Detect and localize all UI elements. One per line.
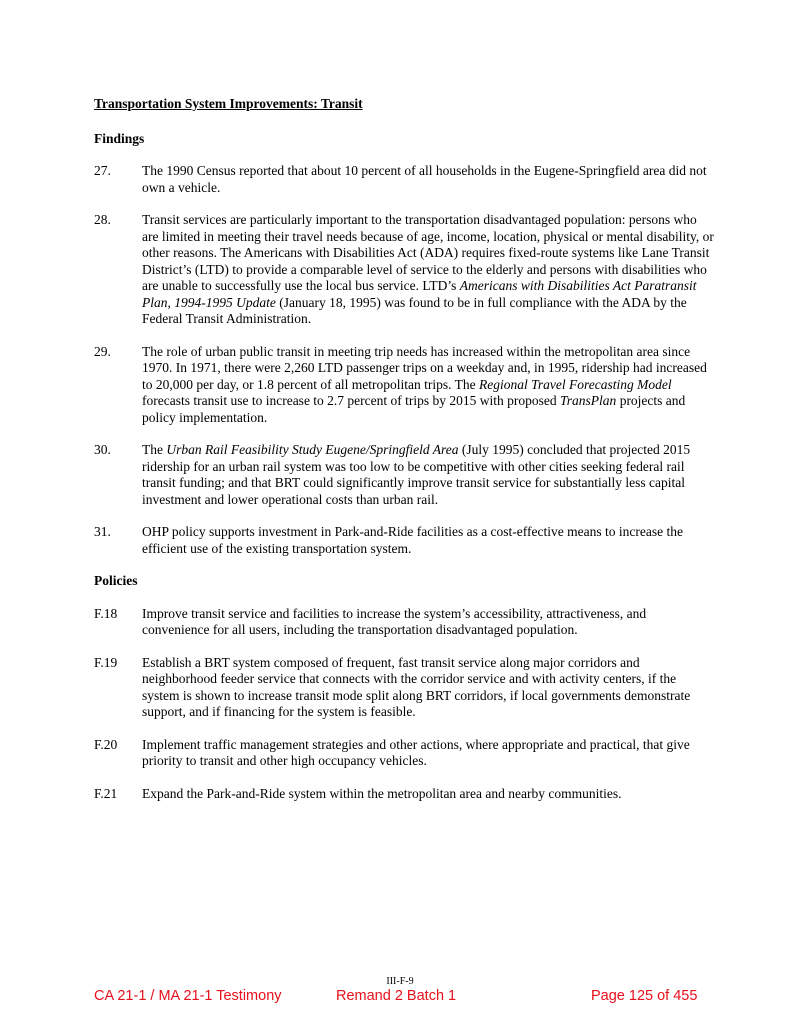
findings-number: 29. [94,343,111,359]
text-segment: Improve transit service and facilities to increase the system’s accessibility, attractiveness, and convenience for all users, including the transportation disadvantaged population. [142,605,647,637]
findings-item [94,524,714,557]
policies-list [94,606,714,803]
policies-heading: Policies [94,573,138,588]
findings-number: 28. [94,212,111,227]
findings-number: 30. [94,442,111,457]
italic-title: Urban Rail Feasibility Study Eugene/Springfield Area [166,442,459,457]
text-segment: Expand the Park-and-Ride system within the metropolitan area and nearby communities. [142,785,622,801]
findings-text [142,442,714,508]
section-title: Transportation System Improvements: Transit [94,96,363,111]
policies-item [94,606,714,639]
text-segment: The 1990 Census reported that about 10 percent of all households in the Eugene-Springfield area did not own a vehicle. [142,163,707,195]
findings-text [142,524,714,557]
text-segment: Implement traffic management strategies and other actions, where appropriate and practical, that give priority to transit and other high occupancy vehicles. [142,736,690,768]
findings-heading: Findings [94,130,145,146]
text-segment: (July 1995) concluded that projected 2015 ridership for an urban rail system was too low to be competitive with other cities seeking federal rail transit funding; and that BRT could significantly improve transit service for substantially less capital investment and lower operational costs than urban rail. [142,442,691,507]
policies-text [142,655,714,721]
policies-number: F.18 [94,605,118,621]
text-segment: Transit services are particularly important to the transportation disadvantaged population: persons who are limited in meeting their travel needs because of age, income, location, physical or mental disability, or other reasons. The Americans with Disabilities Act (ADA) requires fixed-route systems like Lane Transit District’s (LTD) to provide a comparable level of service to the elderly and persons with disabilities who are unable to successfully use the local bus service. LTD’s [142,212,714,293]
footer-batch-label: Remand 2 Batch 1 [336,988,457,1004]
policies-item [94,786,714,803]
findings-number: 31. [94,524,111,539]
text-segment: The [142,442,167,457]
policies-number: F.20 [94,736,118,752]
text-segment: projects and policy implementation. [142,393,686,425]
footer-stamp [0,988,800,1008]
italic-title: TransPlan [560,393,617,408]
findings-text [142,212,714,328]
policies-text [142,786,714,803]
text-segment: Establish a BRT system composed of frequent, fast transit service along major corridors and neighborhood feeder service that connects with the corridor service and with activity centers, if the system is shown to increase transit mode split along BRT corridors, if local governments demonstrate support, and if financing for the system is feasible. [142,654,691,719]
text-segment: (January 18, 1995) was found to be in full compliance with the ADA by the Federal Transit Administration. [142,294,687,326]
policies-number: F.21 [94,785,118,801]
footer-case-label: CA 21-1 / MA 21-1 Testimony [94,988,282,1004]
findings-item [94,344,714,427]
italic-title: Regional Travel Forecasting Model [479,376,672,392]
findings-item [94,163,714,196]
footer-page-number: III-F-9 [386,976,414,987]
findings-text [142,344,714,427]
findings-list [94,163,714,557]
findings-item [94,442,714,508]
text-segment: The role of urban public transit in meeting trip needs has increased within the metropolitan area since 1970. In 1971, there were 2,260 LTD passenger trips on a weekday and, in 1995, ridership had increased to 20,000 per day, or 1.8 percent of all metropolitan trips. The [142,343,707,392]
policies-number: F.19 [94,654,118,670]
document-page [94,96,714,818]
findings-text [142,163,714,196]
footer-page-count: Page 125 of 455 [591,988,698,1004]
text-segment: OHP policy supports investment in Park-and-Ride facilities as a cost-effective means to increase the efficient use of the existing transportation system. [142,524,683,556]
policies-text [142,606,714,639]
findings-item [94,212,714,328]
policies-text [142,737,714,770]
policies-item [94,655,714,721]
policies-item [94,737,714,770]
findings-number: 27. [94,163,111,178]
italic-title: Americans with Disabilities Act Paratransit Plan, 1994-1995 Update [142,278,697,310]
text-segment: forecasts transit use to increase to 2.7 percent of trips by 2015 with proposed [142,393,561,408]
